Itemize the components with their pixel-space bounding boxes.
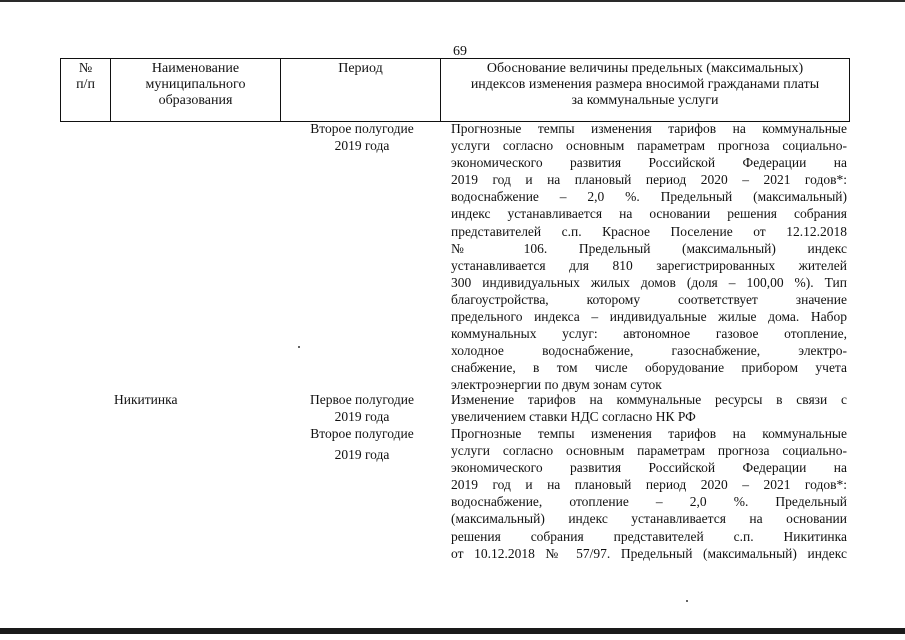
scan-speck — [686, 600, 688, 602]
header-col-period — [280, 59, 440, 121]
row2-justification-second — [451, 425, 847, 562]
header-col-period-line: Период — [338, 61, 383, 76]
scan-speck — [298, 346, 300, 348]
justification-line: экономического развития Российской Федерации на — [451, 155, 847, 171]
row2-municipality — [114, 391, 264, 408]
header-col-number — [60, 59, 110, 121]
municipality-name: Никитинка — [114, 392, 178, 407]
justification-line: Прогнозные темпы изменения тарифов на коммунальные — [451, 121, 847, 136]
row2-period-first — [277, 391, 447, 425]
header-col-municipality-line: образования — [158, 93, 233, 108]
period-line: 2019 года — [334, 409, 390, 425]
justification-line: 300 индивидуальных жилых домов (доля – 100,00 %). Тип — [451, 274, 847, 290]
justification-line: экономического развития Российской Федерации на — [451, 460, 847, 476]
header-col-municipality — [110, 59, 280, 121]
justification-line: индекс устанавливается на основании решения собрания — [451, 206, 847, 222]
justification-line: 2019 год и на плановый период 2020 – 2021 годов*: — [451, 477, 847, 493]
justification-line: представителей с.п. Красное Поселение от 12.12.2018 — [451, 223, 847, 239]
justification-line: (максимальный) индекс устанавливается на основании — [451, 511, 847, 527]
justification-line: водоснабжение, отопление – 2,0 %. Предельный — [451, 494, 847, 510]
header-col-municipality-line: Наименование — [151, 61, 240, 76]
justification-line: решения собрания представителей с.п. Никитинка — [451, 528, 847, 544]
row2-justification-first — [451, 391, 847, 425]
header-col-justification-line: за коммунальные услуги — [571, 93, 719, 108]
period-line: Второе полугодие — [310, 426, 414, 441]
justification-line: снабжение, в том числе оборудование прибором учета — [451, 360, 847, 376]
justification-line: предельного индекса – индивидуальные жилые дома. Набор — [451, 309, 847, 325]
period-line: Первое полугодие — [310, 392, 414, 407]
scan-edge-top — [0, 0, 905, 2]
justification-line: Изменение тарифов на коммунальные ресурсы в связи с — [451, 392, 847, 407]
justification-line: № 106. Предельный (максимальный) индекс — [451, 240, 847, 256]
header-col-municipality-line: муниципального — [145, 77, 246, 92]
header-col-number-line: п/п — [76, 77, 95, 92]
page-number: 69 — [453, 44, 467, 59]
period-line: 2019 года — [334, 447, 390, 463]
justification-line: коммунальных услуг: автономное газовое отопление, — [451, 326, 847, 342]
justification-line: от 10.12.2018 № 57/97. Предельный (максимальный) индекс — [451, 545, 847, 561]
row1-justification — [451, 120, 847, 394]
justification-line: Прогнозные темпы изменения тарифов на коммунальные — [451, 426, 847, 441]
justification-line: водоснабжение – 2,0 %. Предельный (максимальный) — [451, 189, 847, 205]
period-line: 2019 года — [334, 138, 390, 154]
justification-line: увеличением ставки НДС согласно НК РФ — [451, 409, 696, 425]
header-col-justification — [440, 59, 850, 121]
row2-period-second — [277, 425, 447, 463]
justification-line: холодное водоснабжение, газоснабжение, электро- — [451, 343, 847, 359]
header-col-justification-line: Обоснование величины предельных (максимальных) — [486, 61, 804, 76]
justification-line: благоустройства, которому соответствует значение — [451, 291, 847, 307]
justification-line: услуги согласно основным параметрам прогноза социально- — [451, 138, 847, 154]
row1-period — [277, 120, 447, 154]
justification-line: 2019 год и на плановый период 2020 – 2021 годов*: — [451, 172, 847, 188]
header-col-justification-line: индексов изменения размера вносимой гражданами платы — [470, 77, 820, 92]
header-col-number-line: № — [78, 61, 93, 76]
justification-line: устанавливается для 810 зарегистрированных жителей — [451, 257, 847, 273]
period-line: Второе полугодие — [310, 121, 414, 136]
table-header — [60, 58, 850, 122]
justification-line: электроэнергии по двум зонам суток — [451, 377, 662, 393]
justification-line: услуги согласно основным параметрам прогноза социально- — [451, 443, 847, 459]
scan-edge-bottom — [0, 628, 905, 634]
